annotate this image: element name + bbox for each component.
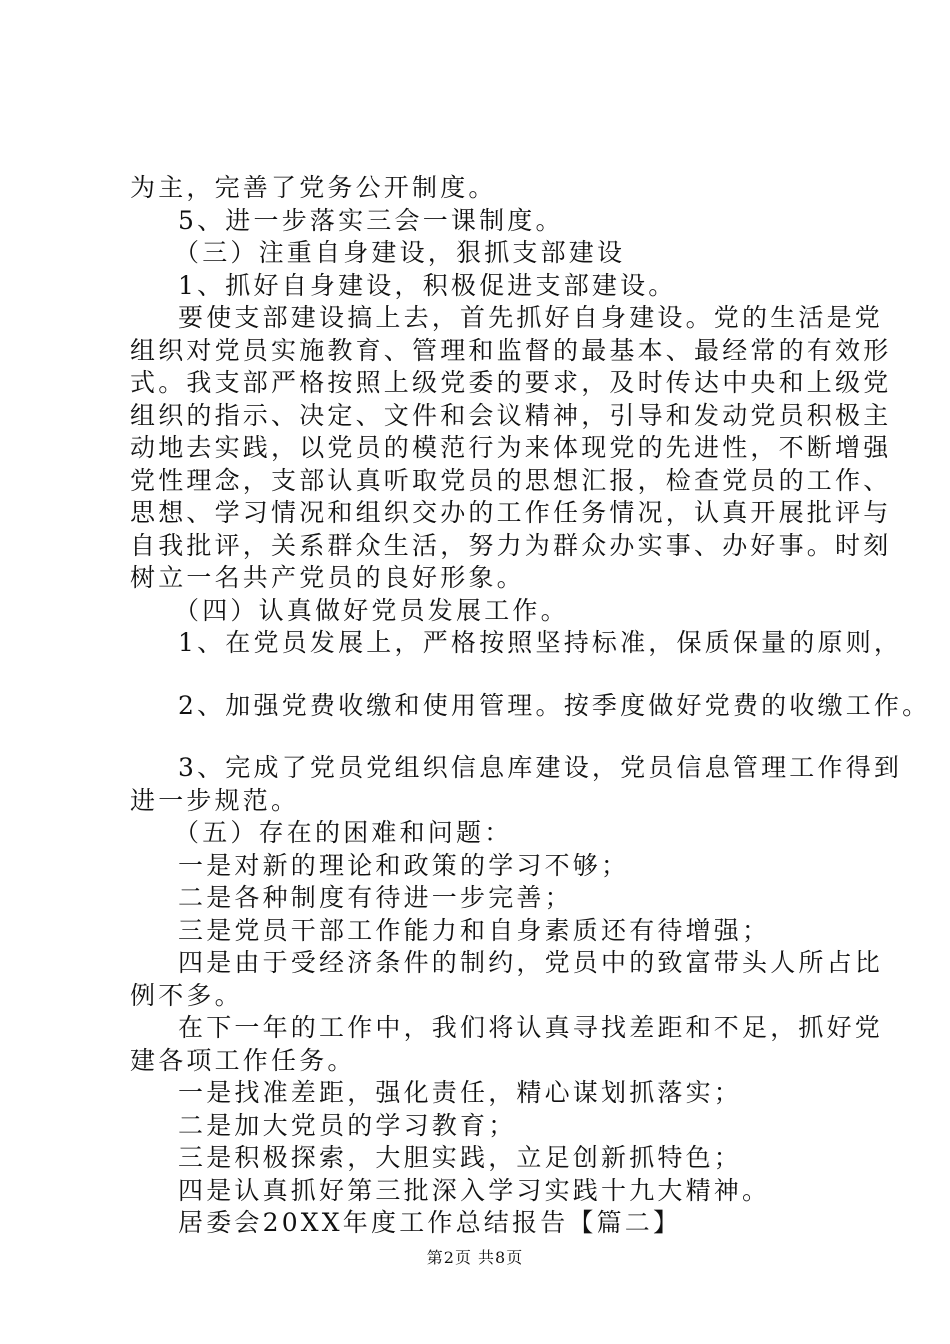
text-line: 建各项工作任务。 [130,1045,356,1075]
paragraph-gap [130,722,850,752]
text-line: 思想、学习情况和组织交办的工作任务情况，认真开展批评与 [130,498,892,527]
text-line: 动地去实践，以党员的模范行为来体现党的先进性，不断增强 [130,433,892,462]
text-line: 要使支部建设搞上去，首先抓好自身建设。党的生活是党 [178,303,884,332]
text-line: 二是加大党员的学习教育； [178,1110,517,1140]
text-line: 四是由于受经济条件的制约，党员中的致富带头人所占比 [178,948,884,977]
section-heading: （四）认真做好党员发展工作。 [174,595,569,625]
document-subtitle: 居委会20XX年度工作总结报告【篇二】 [178,1208,682,1237]
text-line: 2、加强党费收缴和使用管理。按季度做好党费的收缴工作。 [178,690,931,720]
text-line: 树立一名共产党员的良好形象。 [130,563,525,592]
text-line: 组织的指示、决定、文件和会议精神，引导和发动党员积极主 [130,400,892,430]
paragraph-gap [130,660,850,690]
section-heading: （五）存在的困难和问题： [174,818,513,847]
text-line: 党性理念，支部认真听取党员的思想汇报，检查党员的工作、 [130,465,892,495]
text-line: 四是认真抓好第三批深入学习实践十九大精神。 [178,1175,771,1205]
text-line: 一是找准差距，强化责任，精心谋划抓落实； [178,1078,743,1107]
text-line: 5、进一步落实三会一课制度。 [178,205,564,235]
text-line: 在下一年的工作中，我们将认真寻找差距和不足，抓好党 [178,1013,884,1042]
text-line: 为主，完善了党务公开制度。 [130,173,497,202]
text-line: 1、在党员发展上，严格按照坚持标准，保质保量的原则， [178,628,903,657]
section-heading: （三）注重自身建设，狠抓支部建设 [174,238,626,267]
text-line: 一是对新的理论和政策的学习不够； [178,850,630,880]
text-line: 1、抓好自身建设，积极促进支部建设。 [178,270,677,300]
text-line: 式。我支部严格按照上级党委的要求，及时传达中央和上级党 [130,368,892,397]
text-line: 组织对党员实施教育、管理和监督的最基本、最经常的有效形 [130,335,892,365]
text-line: 3、完成了党员党组织信息库建设，党员信息管理工作得到 [178,753,903,782]
page-footer [0,1245,950,1268]
text-line: 例不多。 [130,980,243,1010]
text-line: 自我批评，关系群众生活，努力为群众办实事、办好事。时刻 [130,530,892,560]
text-line: 进一步规范。 [130,785,300,815]
page-number-label: 第2页 共8页 [426,1248,524,1267]
text-line: 二是各种制度有待进一步完善； [178,883,573,912]
text-line: 三是积极探索，大胆实践，立足创新抓特色； [178,1143,743,1172]
text-line: 三是党员干部工作能力和自身素质还有待增强； [178,915,771,945]
document-body [130,172,931,1240]
